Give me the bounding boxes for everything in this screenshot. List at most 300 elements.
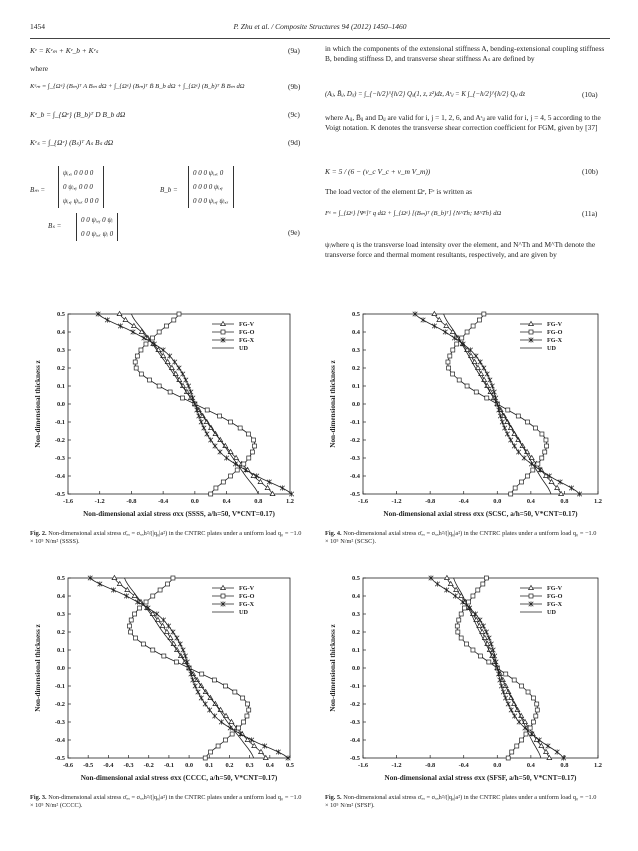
y-tick-label: 0.3: [352, 347, 360, 355]
data-point: [445, 575, 450, 579]
legend-label: FG-O: [547, 329, 563, 337]
journal-reference: P. Zhu et al. / Composite Structures 94 (2012) 1450–1460: [233, 22, 407, 31]
data-point: [189, 389, 194, 394]
plot-frame: [363, 314, 598, 494]
data-point: [501, 689, 506, 694]
data-point: [162, 654, 166, 658]
x-tick-label: -0.4: [158, 498, 169, 505]
data-point: [474, 353, 479, 358]
equation-10a: (Aᵢⱼ, B̄ᵢⱼ, Dᵢⱼ) = ∫_{−h/2}^{h/2} Qᵢⱼ(1, z, z²)dz, Aˢᵢⱼ = K ∫_{−h/2}^{h/2} Qᵢⱼ dz: [325, 91, 526, 98]
data-point: [522, 455, 527, 460]
data-point: [481, 623, 486, 628]
data-point: [166, 582, 170, 586]
data-point: [221, 321, 226, 325]
y-tick-label: -0.4: [349, 737, 360, 745]
data-point: [462, 606, 466, 610]
data-point: [202, 425, 207, 430]
data-point: [447, 366, 451, 370]
data-point: [544, 438, 548, 442]
data-point: [276, 749, 281, 754]
data-point: [488, 377, 493, 382]
x-tick-label: -0.1: [163, 762, 174, 769]
bm-row-1: ψᵢ,ₓ 0 0 0 0: [63, 169, 94, 177]
data-point: [459, 636, 463, 640]
data-point: [467, 600, 471, 604]
data-point: [177, 365, 182, 370]
x-tick-label: -0.4: [458, 762, 469, 769]
data-point: [193, 683, 198, 688]
data-point: [224, 455, 229, 460]
data-point: [131, 329, 136, 334]
data-point: [280, 485, 285, 490]
data-point: [150, 336, 154, 340]
eq-number-9e: (9e): [288, 228, 300, 237]
data-point: [535, 708, 539, 712]
data-point: [247, 456, 251, 460]
data-point: [186, 383, 191, 388]
data-point: [184, 377, 189, 382]
plot-frame: [68, 314, 290, 494]
data-point: [112, 575, 117, 579]
y-tick-label: -0.5: [349, 491, 360, 499]
data-point: [139, 372, 143, 376]
y-tick-label: 0.5: [57, 311, 65, 319]
data-point: [218, 414, 222, 418]
legend-label: FG-O: [239, 329, 255, 337]
series-ud: [444, 314, 551, 494]
y-tick-label: 0.0: [352, 401, 360, 409]
x-axis-label: Non-dimensional axial stress σxx (SCSC, a/h=50, V*CNT=0.17): [383, 510, 578, 518]
x-tick-label: -1.2: [391, 498, 402, 505]
x-axis-label: Non-dimensional axial stress σxx (SFSF, a/h=50, V*CNT=0.17): [384, 774, 577, 782]
intro-paragraph: in which the components of the extensional stiffness A, bending-extensional coupling stiffness B, bending stiffness D, and transverse shear stiffness Aₛ are defined by: [325, 44, 605, 63]
data-point: [448, 354, 452, 358]
eq-number-10a: (10a): [582, 90, 598, 99]
data-point: [142, 335, 147, 340]
data-point: [531, 696, 535, 700]
data-point: [203, 701, 208, 706]
data-point: [133, 636, 137, 640]
legend-label: FG-X: [239, 601, 255, 609]
data-point: [148, 378, 152, 382]
data-point: [487, 660, 491, 664]
data-point: [203, 756, 207, 760]
legend-label: UD: [547, 609, 556, 617]
data-point: [432, 323, 437, 328]
voigt-paragraph: where Aᵢⱼ, B̄ᵢⱼ and Dᵢⱼ are valid for i, j = 1, 2, 6, and Aˢᵢⱼ are valid for i, j = 4, 5 according to the Voigt notation. K denotes the transverse shear correction coefficient for FGM, given by [37]: [325, 113, 601, 132]
y-tick-label: -0.2: [54, 437, 65, 445]
data-point: [180, 396, 184, 400]
legend-label: UD: [239, 345, 248, 353]
chart-svg: [30, 570, 302, 792]
data-point: [209, 492, 213, 496]
data-point: [559, 491, 564, 495]
page-number: 1454: [30, 22, 45, 31]
data-point: [526, 474, 530, 478]
data-point: [421, 317, 426, 322]
data-point: [529, 321, 534, 325]
y-tick-label: -0.5: [54, 755, 65, 763]
data-point: [509, 492, 513, 496]
x-tick-label: 0.4: [526, 498, 535, 505]
y-tick-label: -0.1: [54, 419, 65, 427]
data-point: [197, 413, 202, 418]
eq-number-9d: (9d): [288, 138, 301, 147]
data-point: [207, 707, 212, 712]
data-point: [456, 630, 460, 634]
data-point: [229, 420, 233, 424]
data-point: [164, 324, 168, 328]
data-point: [172, 359, 177, 364]
y-tick-label: 0.2: [352, 629, 360, 637]
bm-row-2: 0 ψᵢ,ᵧ 0 0 0: [63, 183, 93, 191]
data-point: [444, 323, 449, 327]
bb-matrix-label: B_b =: [160, 186, 178, 194]
data-point: [533, 426, 537, 430]
data-point: [471, 594, 475, 598]
data-point: [506, 701, 511, 706]
data-point: [484, 629, 489, 634]
bb-matrix: [188, 166, 234, 208]
data-point: [242, 720, 246, 724]
data-point: [540, 432, 544, 436]
data-point: [474, 390, 478, 394]
data-point: [230, 732, 234, 736]
y-axis-label: Non-dimensional thickness z: [329, 360, 337, 448]
data-point: [221, 480, 225, 484]
data-point: [177, 312, 181, 316]
caption-label: Fig. 3.: [30, 794, 47, 801]
data-point: [476, 588, 480, 592]
header-rule: [30, 38, 610, 39]
data-point: [171, 629, 176, 634]
x-tick-label: -0.3: [123, 762, 134, 769]
thermal-paragraph: ψᵢwhere q is the transverse load intensity over the element, and N^Th and M^Th denote the transverse force and thermal moment resultants, respectively, and are given by: [325, 240, 596, 259]
figure-3-caption: [30, 794, 302, 810]
legend-label: UD: [547, 345, 556, 353]
data-point: [124, 593, 129, 598]
data-point: [200, 672, 204, 676]
series-line: [454, 578, 541, 758]
bm-matrix: [58, 166, 104, 208]
data-point: [181, 647, 186, 652]
data-point: [129, 630, 133, 634]
data-point: [205, 431, 210, 436]
data-point: [457, 378, 461, 382]
legend-label: FG-X: [547, 601, 563, 609]
data-point: [167, 353, 172, 358]
data-point: [221, 330, 225, 334]
data-point: [517, 719, 522, 724]
data-point: [444, 587, 449, 592]
x-tick-label: 0.8: [254, 498, 263, 505]
data-point: [161, 347, 166, 352]
y-tick-label: -0.3: [54, 455, 65, 463]
bm-row-3: ψᵢ,ᵧ ψᵢ,ₓ 0 0 0: [63, 197, 99, 205]
x-tick-label: -0.2: [143, 762, 154, 769]
where-label: where: [30, 64, 49, 73]
legend-label: FG-V: [239, 585, 255, 593]
bs-matrix-label: Bₛ =: [48, 222, 62, 230]
x-tick-label: 0.5: [286, 762, 294, 769]
equation-9b: Kᵉₘ = ∫_{Ωᵉ} (Bₘ)ᵀ A Bₘ dΩ + ∫_{Ωᵉ} (Bₘ)ᵀ B̄ B_b dΩ + ∫_{Ωᵉ} (B_b)ᵀ B̄ Bₘ dΩ: [30, 83, 245, 90]
data-point: [267, 479, 272, 484]
running-header: [30, 22, 610, 34]
y-tick-label: -0.3: [349, 719, 360, 727]
y-tick-label: -0.1: [54, 683, 65, 691]
data-point: [223, 684, 227, 688]
data-point: [484, 576, 488, 580]
data-point: [168, 390, 172, 394]
y-tick-label: 0.1: [57, 647, 65, 655]
data-point: [151, 648, 155, 652]
data-point: [465, 330, 469, 334]
x-tick-label: 0.2: [225, 762, 234, 769]
data-point: [212, 713, 217, 718]
data-point: [459, 612, 463, 616]
data-point: [516, 414, 520, 418]
data-point: [174, 660, 178, 664]
equation-9c: Kᵉ_b = ∫_{Ωᵉ} (B_b)ᵀ D B_b dΩ: [30, 110, 126, 119]
data-point: [157, 330, 161, 334]
eq-number-11a: (11a): [582, 209, 598, 218]
eq-number-9b: (9b): [288, 82, 301, 91]
data-point: [478, 359, 483, 364]
data-point: [446, 360, 450, 364]
data-point: [487, 635, 492, 640]
data-point: [455, 342, 459, 346]
y-tick-label: -0.4: [54, 473, 65, 481]
data-point: [111, 587, 116, 592]
data-point: [158, 588, 162, 592]
y-tick-label: -0.3: [349, 455, 360, 463]
data-point: [183, 653, 188, 658]
figure-5: [325, 570, 610, 792]
data-point: [499, 683, 504, 688]
figure-2: [30, 306, 302, 528]
data-point: [528, 726, 532, 730]
data-point: [503, 695, 508, 700]
data-point: [135, 354, 139, 358]
y-tick-label: 0.0: [57, 665, 65, 673]
data-point: [166, 623, 171, 628]
data-point: [529, 330, 533, 334]
data-point: [451, 348, 455, 352]
y-tick-label: -0.4: [54, 737, 65, 745]
equation-11a: Fᵉ = ∫_{Ωᵉ} [Ψᵉ]ᵀ q dΩ + ∫_{Ωᵉ} [(Bₘ)ᵀ (B_b)ᵀ] {N^Th; M^Th} dΩ: [325, 210, 502, 217]
caption-label: Fig. 2.: [30, 530, 47, 537]
series-ud: [454, 578, 541, 758]
bb-row-1: 0 0 0 ψᵢ,ₓ 0: [193, 169, 224, 177]
data-point: [453, 593, 458, 598]
data-point: [246, 702, 250, 706]
data-point: [213, 443, 218, 448]
data-point: [485, 396, 489, 400]
data-point: [242, 462, 246, 466]
data-point: [129, 618, 133, 622]
data-point: [498, 413, 503, 418]
data-point: [171, 576, 175, 580]
bb-row-3: 0 0 0 ψᵢ,ᵧ ψᵢ,ₓ: [193, 197, 229, 205]
caption-text: Non-dimensional axial stress σ̄ₓₓ = σₓₓh²/(|q₀|a²) in the CNTRC plates under a uniform load q₀ = −1.0 × 10⁵ N/m² (SSSS).: [30, 530, 302, 546]
data-point: [526, 420, 530, 424]
data-point: [118, 323, 123, 328]
data-point: [460, 336, 464, 340]
y-axis-label: Non-dimensional thickness z: [329, 624, 337, 712]
data-point: [151, 594, 155, 598]
y-tick-label: 0.0: [352, 665, 360, 673]
data-point: [504, 672, 508, 676]
x-tick-label: 1.2: [594, 762, 602, 769]
data-point: [529, 585, 534, 589]
data-point: [471, 648, 475, 652]
data-point: [492, 389, 497, 394]
data-point: [132, 323, 137, 327]
bs-row-1: 0 0 ψᵢ,ᵧ 0 ψᵢ: [81, 216, 113, 224]
chart-svg: [325, 570, 610, 792]
data-point: [531, 468, 535, 472]
data-point: [123, 317, 128, 321]
data-point: [443, 329, 448, 334]
data-point: [524, 732, 528, 736]
y-tick-label: 0.1: [352, 383, 360, 391]
data-point: [144, 600, 148, 604]
data-point: [555, 749, 560, 754]
legend-label: FG-X: [239, 337, 255, 345]
data-point: [199, 695, 204, 700]
data-point: [221, 594, 225, 598]
y-axis-label: Non-dimensional thickness z: [34, 360, 42, 448]
data-point: [155, 611, 160, 616]
data-point: [534, 714, 538, 718]
data-point: [205, 408, 209, 412]
data-point: [515, 744, 519, 748]
x-tick-label: 0.8: [560, 762, 569, 769]
data-point: [519, 480, 523, 484]
y-tick-label: 0.2: [57, 365, 65, 373]
data-point: [432, 311, 437, 315]
data-point: [133, 360, 137, 364]
chart-svg: [30, 306, 302, 528]
data-point: [508, 437, 513, 442]
x-tick-label: -1.2: [391, 762, 402, 769]
data-point: [516, 449, 521, 454]
data-point: [529, 594, 533, 598]
y-tick-label: 0.2: [352, 365, 360, 373]
data-point: [241, 696, 245, 700]
data-point: [482, 365, 487, 370]
data-point: [543, 450, 547, 454]
data-point: [214, 486, 218, 490]
data-point: [125, 587, 130, 591]
data-point: [133, 612, 137, 616]
y-axis-label: Non-dimensional thickness z: [34, 624, 42, 712]
data-point: [478, 617, 483, 622]
data-point: [510, 750, 514, 754]
data-point: [505, 431, 510, 436]
y-tick-label: 0.0: [57, 401, 65, 409]
data-point: [98, 581, 103, 586]
data-point: [546, 743, 551, 748]
y-tick-label: 0.3: [57, 347, 65, 355]
legend-label: FG-V: [547, 585, 563, 593]
y-tick-label: -0.4: [349, 473, 360, 481]
data-point: [520, 738, 524, 742]
data-point: [535, 702, 539, 706]
data-point: [196, 689, 201, 694]
caption-text: Non-dimensional axial stress σ̄ₓₓ = σₓₓh²/(|q₀|a²) in the CNTRC plates under a uniform load q₀ = −1.0 × 10⁵ N/m² (CCCC).: [30, 794, 302, 810]
x-tick-label: -1.6: [357, 762, 369, 769]
y-tick-label: 0.1: [352, 647, 360, 655]
eq-number-10b: (10b): [582, 167, 599, 176]
data-point: [246, 432, 250, 436]
data-point: [178, 641, 183, 646]
data-point: [471, 324, 475, 328]
legend-label: FG-O: [239, 593, 255, 601]
series-line: [125, 578, 254, 758]
data-point: [485, 371, 490, 376]
y-tick-label: 0.5: [57, 575, 65, 583]
data-point: [199, 419, 204, 424]
data-point: [451, 372, 455, 376]
x-tick-label: 0.4: [222, 498, 231, 505]
x-tick-label: -1.2: [94, 498, 105, 505]
data-point: [247, 708, 251, 712]
y-tick-label: -0.5: [349, 755, 360, 763]
equation-9d: Kᵉₛ = ∫_{Ωᵉ} (Bₛ)ᵀ Aₛ Bₛ dΩ: [30, 138, 114, 147]
data-point: [252, 444, 256, 448]
x-tick-label: 0.3: [245, 762, 254, 769]
x-tick-label: -0.8: [126, 498, 137, 505]
caption-text: Non-dimensional axial stress σ̄ₓₓ = σₓₓh²/(|q₀|a²) in the CNTRC plates under a uniform load q₀ = −1.0 × 10⁵ N/m² (SFSF).: [325, 794, 597, 810]
series-ud: [125, 578, 254, 758]
legend-label: FG-V: [239, 321, 255, 329]
bs-matrix: [76, 213, 118, 241]
data-point: [258, 479, 263, 483]
data-point: [191, 677, 196, 682]
data-point: [219, 719, 224, 724]
data-point: [180, 371, 185, 376]
chart-svg: [325, 306, 610, 528]
data-point: [489, 641, 494, 646]
plot-frame: [68, 578, 290, 758]
data-point: [526, 690, 530, 694]
y-tick-label: 0.5: [352, 311, 360, 319]
data-point: [452, 335, 457, 340]
eq-number-9c: (9c): [288, 110, 300, 119]
x-tick-label: -0.8: [425, 762, 436, 769]
y-tick-label: 0.3: [57, 611, 65, 619]
y-tick-label: -0.1: [349, 683, 360, 691]
data-point: [168, 635, 173, 639]
x-tick-label: -1.6: [357, 498, 369, 505]
y-tick-label: -0.2: [349, 701, 360, 709]
data-point: [172, 318, 176, 322]
y-tick-label: 0.5: [352, 575, 360, 583]
data-point: [209, 750, 213, 754]
data-point: [506, 408, 510, 412]
data-point: [138, 606, 142, 610]
x-tick-label: 0.1: [205, 762, 214, 769]
data-point: [531, 720, 535, 724]
data-point: [216, 744, 220, 748]
x-tick-label: -0.5: [83, 762, 94, 769]
data-point: [509, 707, 514, 712]
y-tick-label: 0.4: [352, 593, 360, 601]
x-tick-label: 1.2: [286, 498, 294, 505]
data-point: [520, 684, 524, 688]
x-tick-label: -0.8: [425, 498, 436, 505]
